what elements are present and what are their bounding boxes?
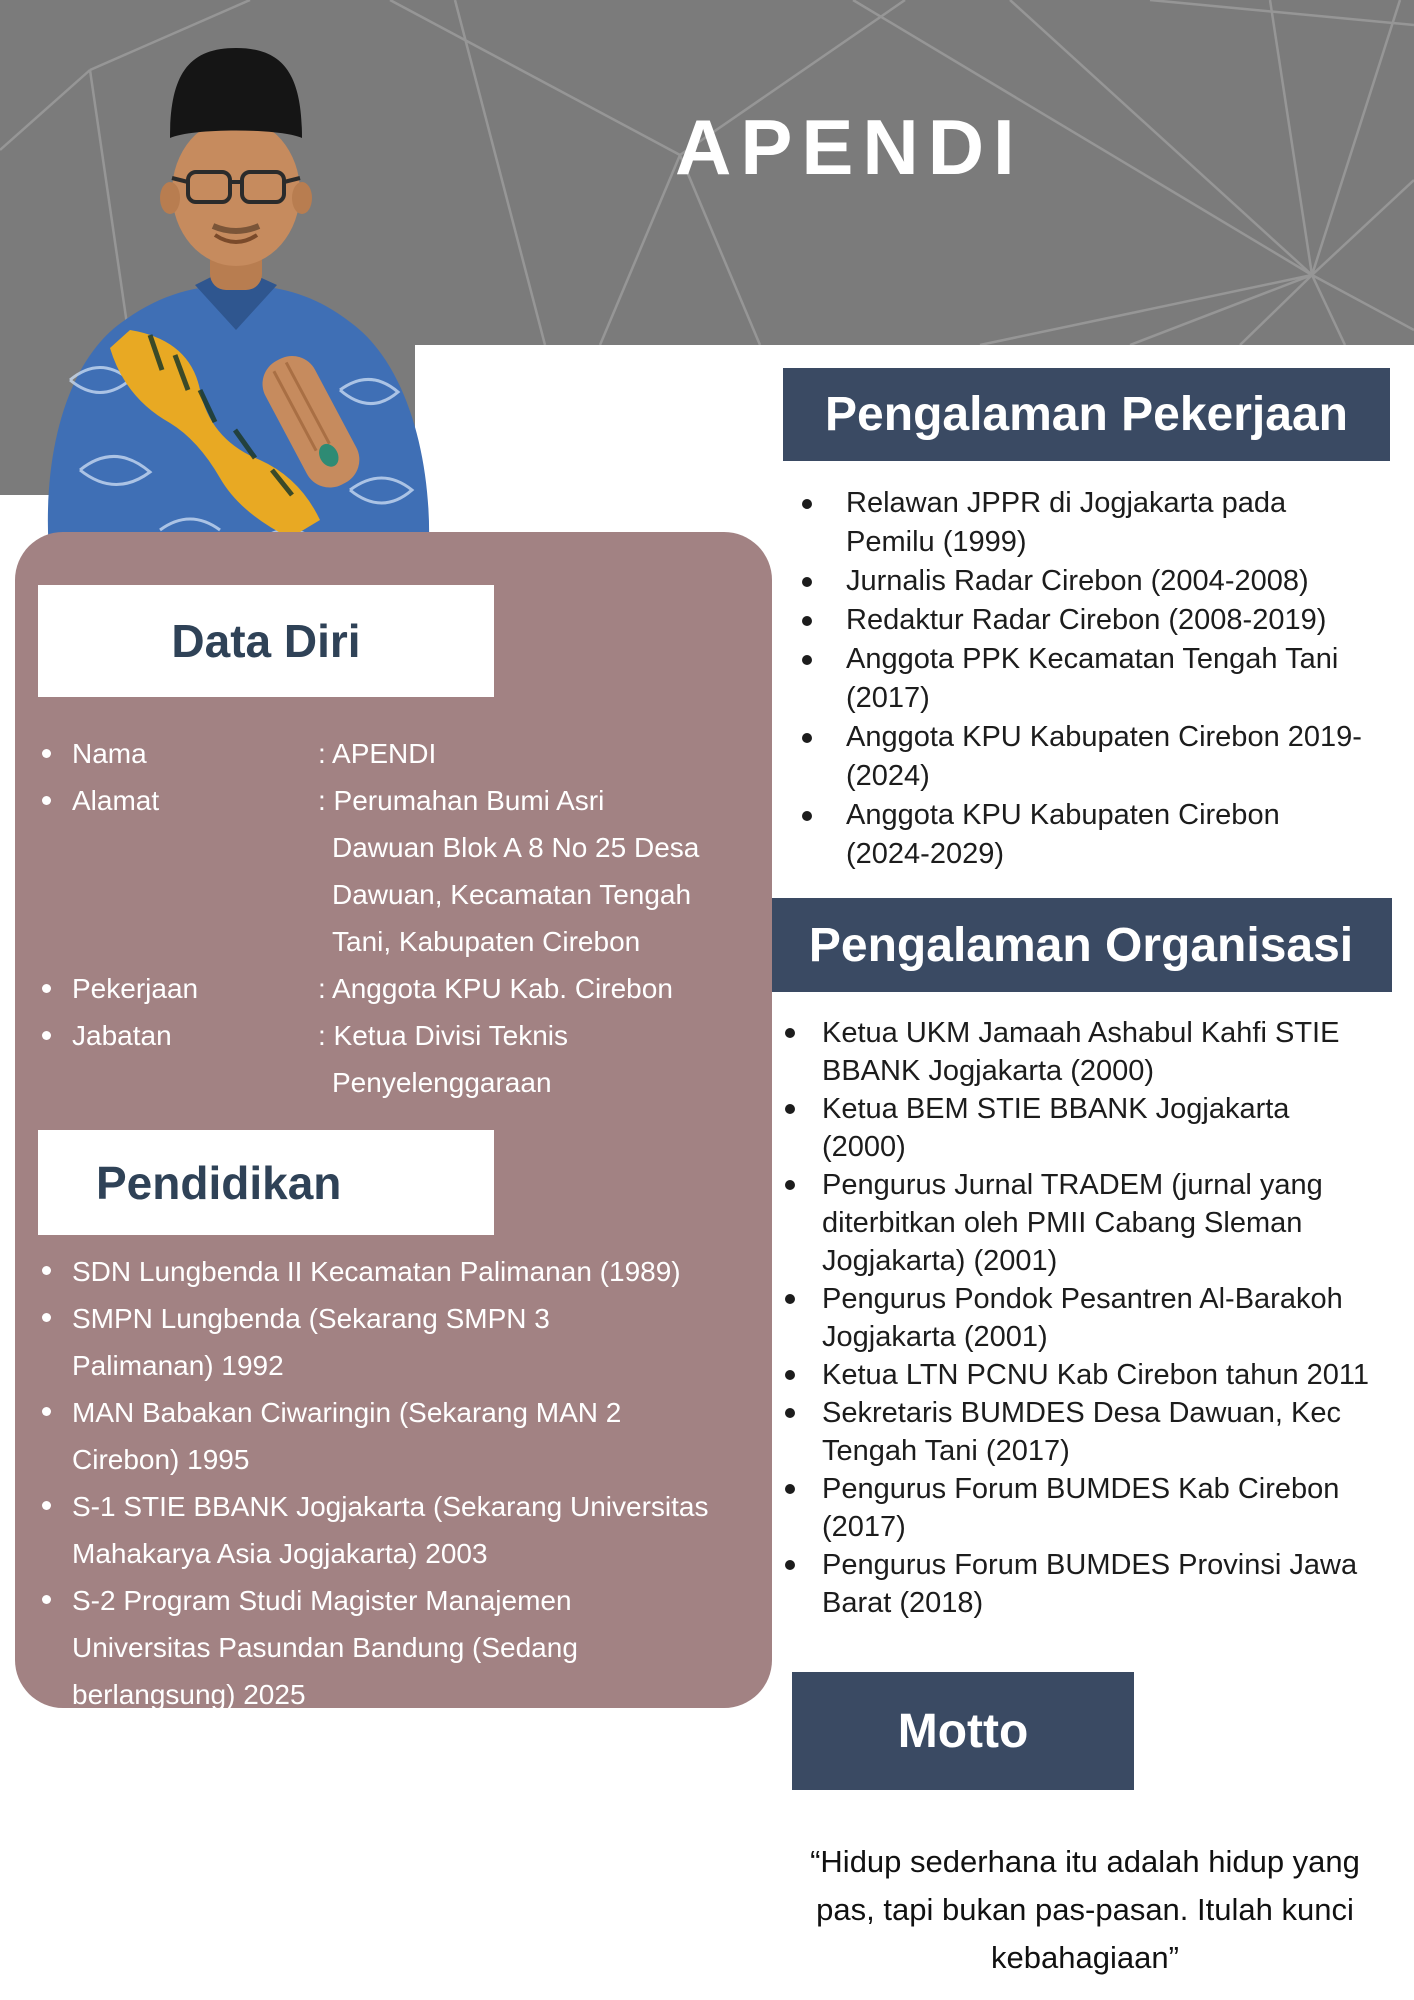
list-item bbox=[42, 1389, 757, 1483]
list-item bbox=[42, 1295, 757, 1389]
field-label: Nama bbox=[72, 738, 147, 769]
list-item-text: Anggota KPU Kabupaten Cirebon (2024-2029) bbox=[846, 799, 1280, 870]
list-item bbox=[775, 1166, 1410, 1280]
profile-photo bbox=[10, 30, 462, 565]
list-item bbox=[788, 484, 1410, 562]
list-item bbox=[775, 1394, 1410, 1470]
motto-quote-line: “Hidup sederhana itu adalah hidup yang bbox=[810, 1844, 1360, 1879]
section-header-motto bbox=[792, 1672, 1134, 1790]
bullet-icon bbox=[42, 1031, 51, 1040]
list-item-text: Ketua UKM Jamaah Ashabul Kahfi STIE BBANK Jogjakarta (2000) bbox=[822, 1017, 1340, 1087]
list-item bbox=[788, 718, 1410, 796]
list-item-text: Anggota PPK Kecamatan Tengah Tani (2017) bbox=[846, 643, 1339, 714]
data-diri-row bbox=[42, 965, 757, 1012]
data-diri-row bbox=[42, 1012, 757, 1106]
list-item bbox=[775, 1470, 1410, 1546]
list-item-text: Pengurus Forum BUMDES Provinsi Jawa Barat (2018) bbox=[822, 1549, 1358, 1619]
section-header-pengalaman-pekerjaan bbox=[783, 368, 1390, 461]
section-title: Motto bbox=[897, 1704, 1029, 1758]
field-value: : Ketua Divisi Teknis Penyelenggaraan bbox=[318, 1020, 569, 1098]
section-title: Pendidikan bbox=[96, 1156, 342, 1209]
list-item bbox=[775, 1546, 1410, 1622]
field-value: : Anggota KPU Kab. Cirebon bbox=[318, 973, 673, 1004]
field-label: Pekerjaan bbox=[72, 973, 199, 1004]
list-item-text: Anggota KPU Kabupaten Cirebon 2019- (2024) bbox=[846, 721, 1362, 792]
motto-quote-line: pas, tapi bukan pas-pasan. Itulah kunci bbox=[816, 1892, 1354, 1927]
list-item-text: Ketua BEM STIE BBANK Jogjakarta (2000) bbox=[822, 1093, 1290, 1163]
list-item-text: Jurnalis Radar Cirebon (2004-2008) bbox=[846, 565, 1309, 597]
list-item-text: Redaktur Radar Cirebon (2008-2019) bbox=[846, 604, 1327, 636]
list-item bbox=[788, 796, 1410, 874]
pengalaman-pekerjaan-list bbox=[788, 484, 1410, 874]
field-label: Jabatan bbox=[72, 1020, 172, 1051]
section-header-data-diri bbox=[38, 585, 494, 697]
bullet-icon bbox=[42, 749, 51, 758]
list-item bbox=[775, 1014, 1410, 1090]
data-diri-list bbox=[42, 730, 757, 1106]
section-header-pendidikan bbox=[38, 1130, 494, 1235]
data-diri-row bbox=[42, 730, 757, 777]
motto-quote-line: kebahagiaan” bbox=[991, 1940, 1179, 1975]
list-item bbox=[788, 562, 1410, 601]
section-title: Pengalaman Pekerjaan bbox=[825, 388, 1348, 441]
motto-quote bbox=[760, 1838, 1410, 1982]
list-item bbox=[42, 1483, 757, 1577]
pengalaman-organisasi-list bbox=[775, 1014, 1410, 1622]
list-item bbox=[788, 601, 1410, 640]
list-item bbox=[788, 640, 1410, 718]
list-item-text: Ketua LTN PCNU Kab Cirebon tahun 2011 bbox=[822, 1359, 1370, 1391]
field-label: Alamat bbox=[72, 785, 160, 816]
pendidikan-list bbox=[42, 1248, 757, 1718]
list-item-text: S-2 Program Studi Magister Manajemen Universitas Pasundan Bandung (Sedang berlangsung) 2025 bbox=[72, 1585, 578, 1710]
list-item-text: MAN Babakan Ciwaringin (Sekarang MAN 2 Cirebon) 1995 bbox=[72, 1397, 622, 1475]
list-item bbox=[775, 1356, 1410, 1394]
list-item-text: Pengurus Jurnal TRADEM (jurnal yang diterbitkan oleh PMII Cabang Sleman Jogjakarta) (2001) bbox=[822, 1169, 1323, 1277]
section-title: Data Diri bbox=[171, 615, 361, 667]
bullet-icon bbox=[42, 984, 51, 993]
section-header-pengalaman-organisasi bbox=[770, 898, 1392, 992]
list-item-text: Pengurus Pondok Pesantren Al-Barakoh Jogjakarta (2001) bbox=[822, 1283, 1343, 1353]
list-item-text: Relawan JPPR di Jogjakarta pada Pemilu (1999) bbox=[846, 487, 1287, 558]
list-item-text: Pengurus Forum BUMDES Kab Cirebon (2017) bbox=[822, 1473, 1340, 1543]
data-diri-row bbox=[42, 777, 757, 965]
field-value: : Perumahan Bumi Asri Dawuan Blok A 8 No 25 Desa Dawuan, Kecamatan Tengah Tani, Kabupaten Cirebon bbox=[318, 785, 700, 957]
list-item-text: Sekretaris BUMDES Desa Dawuan, Kec Tengah Tani (2017) bbox=[822, 1397, 1341, 1467]
list-item bbox=[775, 1280, 1410, 1356]
list-item-text: S-1 STIE BBANK Jogjakarta (Sekarang Universitas Mahakarya Asia Jogjakarta) 2003 bbox=[72, 1491, 709, 1569]
personal-data-panel bbox=[15, 532, 772, 1708]
list-item-text: SMPN Lungbenda (Sekarang SMPN 3 Palimanan) 1992 bbox=[72, 1303, 550, 1381]
field-value: : APENDI bbox=[318, 738, 437, 769]
list-item bbox=[42, 1248, 757, 1295]
list-item-text: SDN Lungbenda II Kecamatan Palimanan (1989) bbox=[72, 1256, 681, 1287]
list-item bbox=[775, 1090, 1410, 1166]
list-item bbox=[42, 1577, 757, 1718]
bullet-icon bbox=[42, 796, 51, 805]
section-title: Pengalaman Organisasi bbox=[808, 918, 1354, 972]
page-title: APENDI bbox=[675, 103, 1024, 191]
